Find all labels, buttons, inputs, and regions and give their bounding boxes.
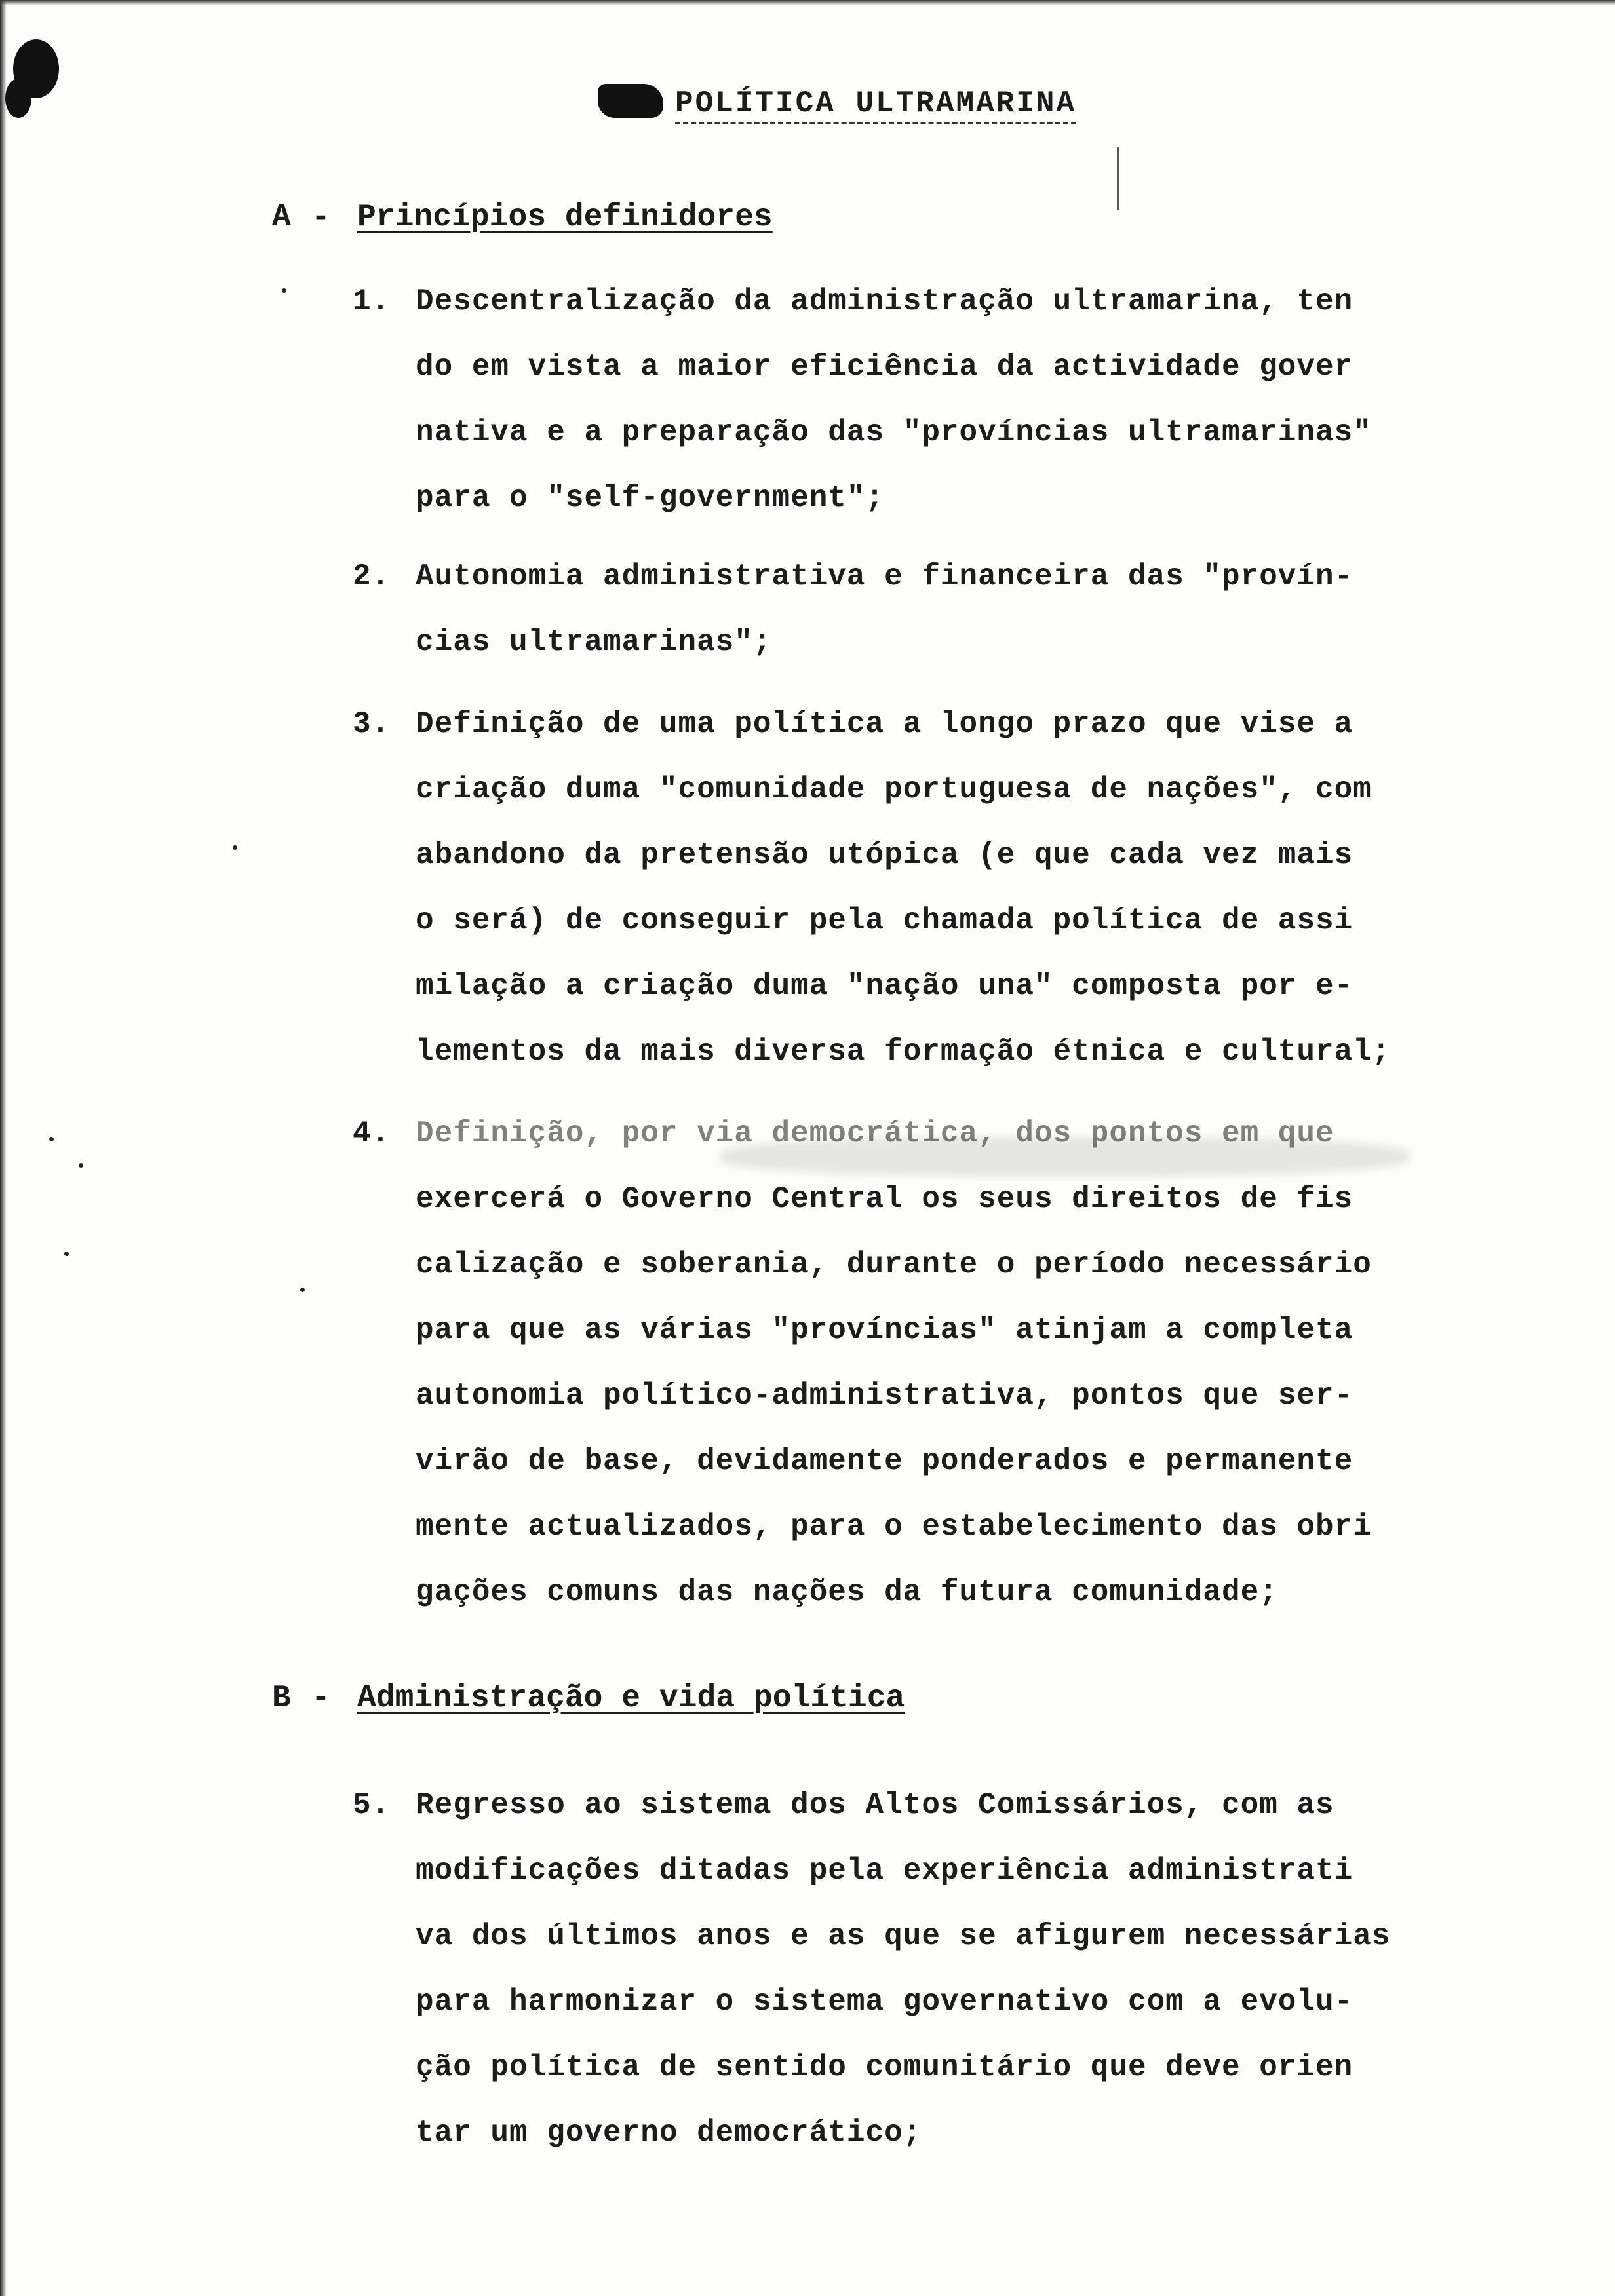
speck [300,1288,305,1292]
item-line: nativa e a preparação das "províncias ultramarinas" [416,415,1372,450]
list-item [353,544,1480,675]
scan-left-edge [0,0,7,2296]
item-text: Definição de uma política a longo prazo que vise a [416,707,1353,741]
item-line: exercerá o Governo Central os seus direitos de fis [416,1182,1353,1216]
section-b-heading [272,1681,905,1716]
list-item [353,691,1480,1084]
scan-top-edge [0,0,1615,5]
item-line: para harmonizar o sistema governativo com a evolu- [416,1985,1353,2019]
section-title: Administração e vida política [357,1681,905,1716]
item-line: para que as várias "províncias" atinjam a completa [416,1313,1353,1347]
item-line [353,1772,1480,1838]
item-number: 1. [353,284,391,318]
item-number: 2. [353,560,391,594]
speck [49,1137,54,1141]
item-line: cias ultramarinas"; [416,625,772,659]
item-line: mente actualizados, para o estabelecimento das obri [416,1510,1372,1544]
item-line [353,691,1480,757]
speck [64,1252,69,1256]
section-letter: A [272,200,291,235]
item-line [353,1101,1480,1166]
list-item [353,269,1480,531]
section-a-heading [272,200,773,235]
speck [233,845,237,850]
item-line: milação a criação duma "nação una" composta por e- [416,969,1353,1003]
item-line: gações comuns das nações da futura comunidade; [416,1575,1278,1609]
section-dash: - [311,1681,330,1716]
item-line: do em vista a maior eficiência da actividade gover [416,350,1353,384]
item-line: tar um governo democrático; [416,2116,922,2150]
item-line [353,269,1480,334]
item-line [353,544,1480,609]
item-text: Descentralização da administração ultramarina, ten [416,284,1353,318]
item-line: virão de base, devidamente ponderados e permanente [416,1444,1353,1478]
item-line: o será) de conseguir pela chamada política de assi [416,904,1353,938]
section-dash: - [311,200,330,235]
section-letter: B [272,1681,291,1716]
item-line: ção política de sentido comunitário que deve orien [416,2050,1353,2084]
item-line: para o "self-government"; [416,481,885,515]
item-line: va dos últimos anos e as que se afigurem necessárias [416,1919,1391,1953]
document-title: POLÍTICA ULTRAMARINA [675,86,1076,124]
item-number: 3. [353,707,391,741]
item-line: lementos da mais diversa formação étnica e cultural; [416,1035,1391,1069]
speck [79,1163,83,1168]
item-text: Definição, por via democrática, dos pontos em que [416,1117,1334,1151]
item-text: Autonomia administrativa e financeira das "provín- [416,560,1353,594]
item-line: calização e soberania, durante o período necessário [416,1248,1372,1282]
item-line: modificações ditadas pela experiência administrati [416,1854,1353,1888]
section-title: Princípios definidores [357,200,773,235]
item-number: 4. [353,1117,391,1151]
speck [282,288,286,293]
title-ink-blot [598,84,663,118]
item-text: Regresso ao sistema dos Altos Comissários, com as [416,1788,1334,1822]
list-item [353,1772,1480,2166]
item-line: autonomia político-administrativa, pontos que ser- [416,1379,1353,1413]
list-item [353,1101,1480,1625]
ink-blot [5,79,31,118]
item-number: 5. [353,1788,391,1822]
scan-line [1117,147,1119,210]
item-line: criação duma "comunidade portuguesa de nações", com [416,773,1372,807]
item-line: abandono da pretensão utópica (e que cada vez mais [416,838,1353,872]
